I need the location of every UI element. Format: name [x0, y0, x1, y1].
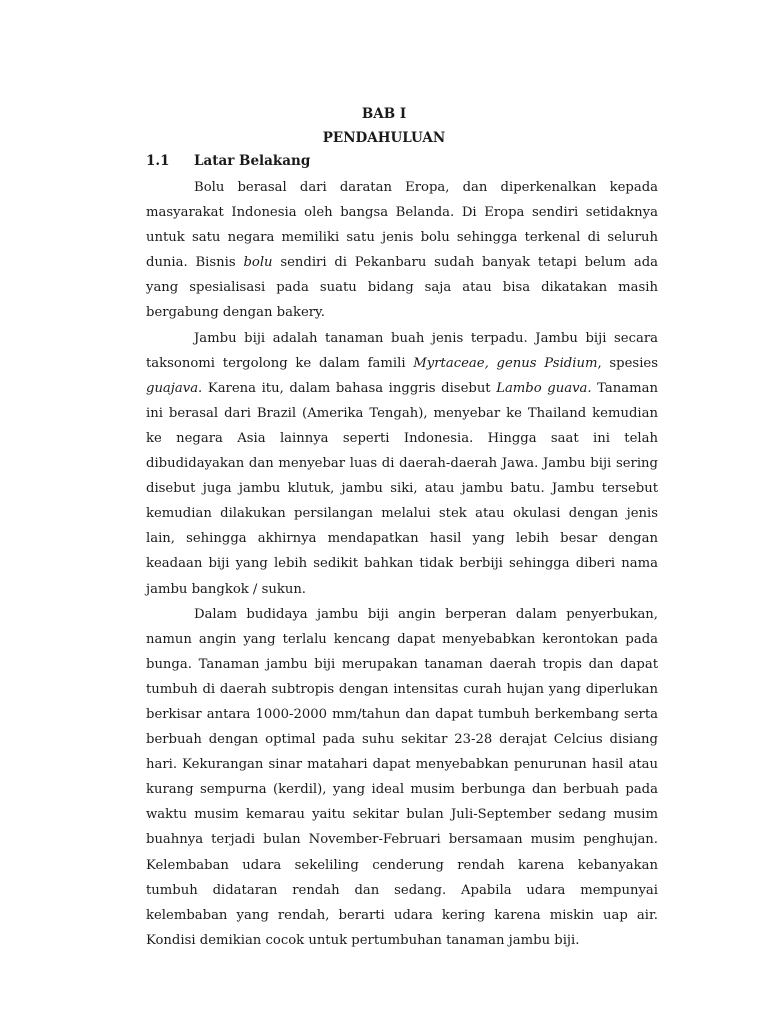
chapter-title: PENDAHULUAN — [322, 130, 446, 146]
paragraph-text: Tanaman ini berasal dari Brazil (Amerika Tengah), menyebar ke Thailand kemudian ke negara Asia lainnya seperti Indonesia. Hingga saat ini telah dibudidayakan dan menyebar luas di daerah-daerah Jawa. Jambu biji sering disebut juga jambu klutuk, jambu siki, atau jambu batu. Jambu tersebut kemudian dilakukan persilangan melalui stek atau okulasi dengan jenis lain, sehingga akhirnya mendapatkan hasil yang lebih besar dengan keadaan biji yang lebih sedikit bahkan tidak berbiji sehingga diberi nama jambu bangkok / sukun. — [146, 380, 658, 597]
section-heading — [146, 153, 310, 169]
paragraph-text: Bolu berasal dari daratan Eropa, dan diperkenalkan kepada masyarakat Indonesia oleh bangsa Belanda. Di Eropa sendiri setidaknya untuk satu negara memiliki satu jenis bolu sehingga terkenal di seluruh dunia. Bisnis — [146, 180, 658, 271]
paragraph — [146, 326, 658, 602]
paragraph — [146, 175, 658, 326]
paragraph-text: Karena itu, dalam bahasa inggris disebut — [202, 380, 497, 396]
paragraph-text: , spesies — [597, 355, 658, 371]
paragraph-text: sendiri di Pekanbaru sudah banyak tetapi belum ada yang spesialisasi pada suatu bidang saja atau bisa dikatakan masih bergabung dengan bakery. — [146, 255, 658, 321]
italic-term: guajava. — [146, 380, 203, 396]
paragraph-text: Dalam budidaya jambu biji angin berperan dalam penyerbukan, namun angin yang terlalu kencang dapat menyebabkan kerontokan pada bunga. Tanaman jambu biji merupakan tanaman daerah tropis dan dapat tumbuh di daerah subtropis dengan intensitas curah hujan yang diperlukan berkisar antara 1000-2000 mm/tahun dan dapat tumbuh berkembang serta berbuah dengan optimal pada suhu sekitar 23-28 derajat Celcius disiang hari. Kekurangan sinar matahari dapat menyebabkan penurunan hasil atau kurang sempurna (kerdil), yang ideal musim berbunga dan berbuah pada waktu musim kemarau yaitu sekitar bulan Juli-September sedang musim buahnya terjadi bulan November-Februari bersamaan musim penghujan. Kelembaban udara sekeliling cenderung rendah karena kebanyakan tumbuh didataran rendah dan sedang. Apabila udara mempunyai kelembaban yang rendah, berarti udara kering karena miskin uap air. Kondisi demikian cocok untuk pertumbuhan tanaman jambu biji. — [146, 606, 658, 948]
italic-term: Myrtaceae, genus Psidium — [413, 355, 598, 371]
paragraph — [146, 602, 658, 953]
italic-term: bolu — [243, 255, 273, 271]
section-number: 1.1 — [146, 153, 170, 169]
body-text — [146, 175, 658, 953]
italic-term: Lambo guava. — [496, 380, 592, 396]
chapter-heading: BAB I — [361, 106, 407, 122]
section-title: Latar Belakang — [194, 153, 311, 169]
paragraph-text: Jambu biji adalah tanaman buah jenis terpadu. Jambu biji secara taksonomi tergolong ke dalam famili — [146, 330, 658, 371]
